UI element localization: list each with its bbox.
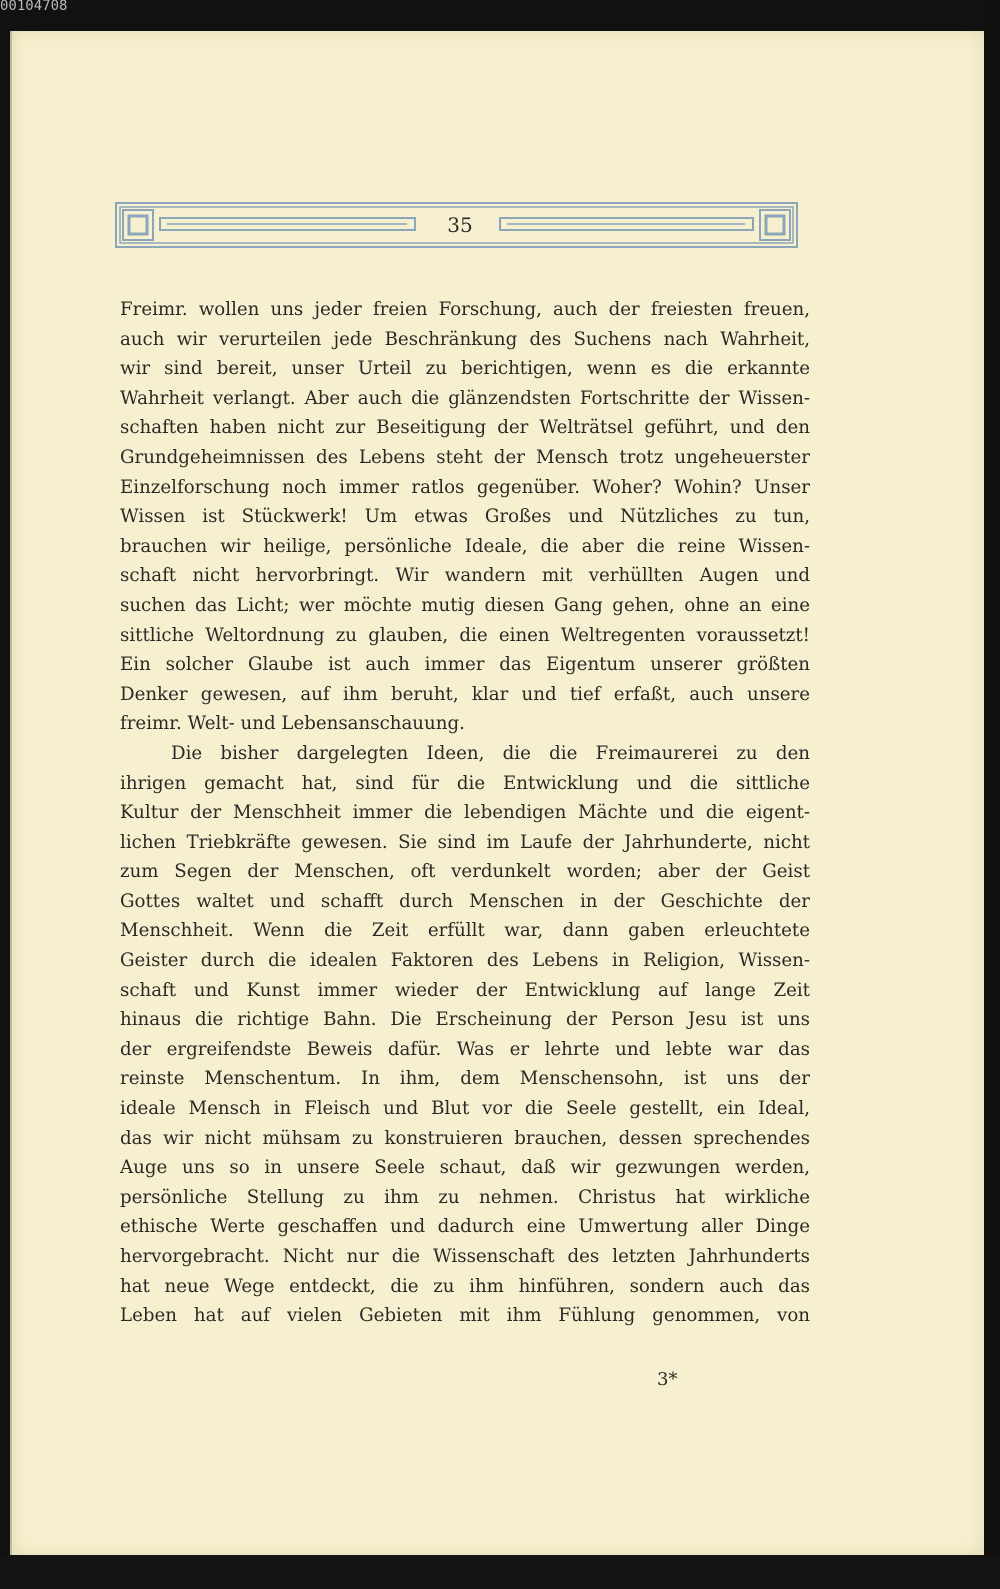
text-line: wir sind bereit, unser Urteil zu berichtigen, wenn es die erkannte <box>120 358 810 380</box>
text-line: Grundgeheimnissen des Lebens steht der Mensch trotz ungeheuerster <box>120 446 810 468</box>
text-line: Freimr. wollen uns jeder freien Forschung, auch der freiesten freuen, <box>120 299 810 320</box>
text-line: reinste Menschentum. In ihm, dem Menschensohn, ist uns der <box>120 1068 810 1090</box>
text-line: Leben hat auf vielen Gebieten mit ihm Fühlung genommen, von <box>120 1305 810 1327</box>
paragraph-start-line: Die bisher dargelegten Ideen, die die Freimaurerei zu den <box>171 742 810 764</box>
ornamental-header <box>115 202 798 248</box>
text-line: sittliche Weltordnung zu glauben, die einen Weltregenten voraussetzt! <box>120 624 810 646</box>
text-line: Einzelforschung noch immer ratlos gegenüber. Woher? Wohin? Unser <box>120 476 810 498</box>
text-line: ihrigen gemacht hat, sind für die Entwicklung und die sittliche <box>120 772 810 794</box>
text-line: Geister durch die idealen Faktoren des Lebens in Religion, Wissen- <box>120 950 810 972</box>
text-line: lichen Triebkräfte gewesen. Sie sind im Laufe der Jahrhunderte, nicht <box>120 831 810 853</box>
text-line: zum Segen der Menschen, oft verdunkelt worden; aber der Geist <box>120 861 810 883</box>
text-line: das wir nicht mühsam zu konstruieren brauchen, dessen sprechendes <box>120 1127 810 1149</box>
book-page <box>10 31 984 1555</box>
paragraph-end-line: freimr. Welt- und Lebensanschauung. <box>120 713 465 735</box>
scan-id-label: 00104708 <box>0 0 68 12</box>
text-line: brauchen wir heilige, persönliche Ideale, die aber die reine Wissen- <box>120 535 810 557</box>
text-line: Kultur der Menschheit immer die lebendigen Mächte und die eigent- <box>120 802 810 824</box>
printer-signature: 3* <box>657 1369 678 1390</box>
text-line: Wahrheit verlangt. Aber auch die glänzendsten Fortschritte der Wissen- <box>120 387 810 409</box>
text-line: persönliche Stellung zu ihm zu nehmen. Christus hat wirkliche <box>120 1186 810 1208</box>
text-line: hervorgebracht. Nicht nur die Wissenschaft des letzten Jahrhunderts <box>120 1246 810 1267</box>
text-line: auch wir verurteilen jede Beschränkung des Suchens nach Wahrheit, <box>120 328 810 350</box>
text-line: der ergreifendste Beweis dafür. Was er lehrte und lebte war das <box>120 1038 810 1060</box>
text-line: ethische Werte geschaffen und dadurch eine Umwertung aller Dinge <box>120 1216 810 1238</box>
text-line: Ein solcher Glaube ist auch immer das Eigentum unserer größten <box>120 654 810 676</box>
text-line: ideale Mensch in Fleisch und Blut vor die Seele gestellt, ein Ideal, <box>120 1098 810 1120</box>
text-line: schaft nicht hervorbringt. Wir wandern mit verhüllten Augen und <box>120 565 810 587</box>
scan-edge-bottom <box>0 1555 1000 1589</box>
page-number: 35 <box>430 213 490 237</box>
text-line: schaften haben nicht zur Beseitigung der Welträtsel geführt, und den <box>120 417 810 439</box>
text-line: Denker gewesen, auf ihm beruht, klar und tief erfaßt, auch unsere <box>120 683 810 705</box>
text-line: hat neue Wege entdeckt, die zu ihm hinführen, sondern auch das <box>120 1275 810 1297</box>
text-line: suchen das Licht; wer möchte mutig diesen Gang gehen, ohne an eine <box>120 594 810 616</box>
text-line: hinaus die richtige Bahn. Die Erscheinung der Person Jesu ist uns <box>120 1009 810 1031</box>
scan-edge-right <box>985 0 1000 1589</box>
text-line: Gottes waltet und schafft durch Menschen in der Geschichte der <box>120 890 810 912</box>
text-line: Menschheit. Wenn die Zeit erfüllt war, dann gaben erleuchtete <box>120 920 810 942</box>
text-line: Auge uns so in unsere Seele schaut, daß wir gezwungen werden, <box>120 1157 810 1179</box>
body-text <box>120 295 810 1331</box>
text-line: Wissen ist Stückwerk! Um etwas Großes und Nützliches zu tun, <box>120 506 810 528</box>
text-line: schaft und Kunst immer wieder der Entwicklung auf lange Zeit <box>120 979 810 1001</box>
